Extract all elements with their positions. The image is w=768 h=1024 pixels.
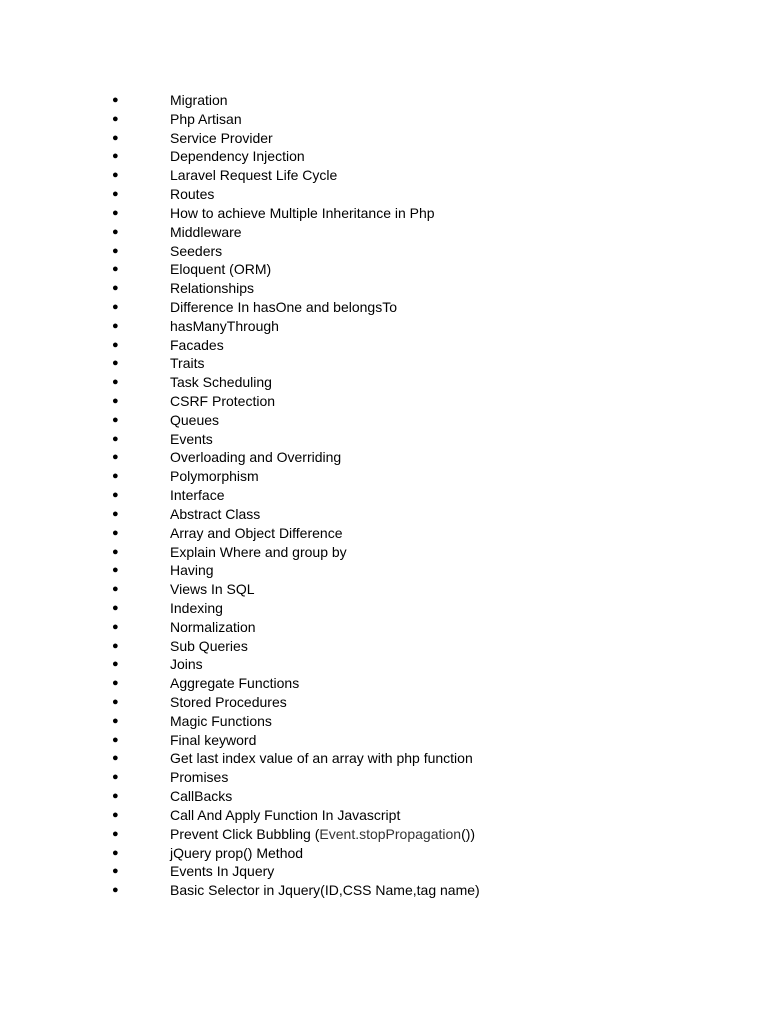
list-item bbox=[0, 242, 768, 261]
list-item-text bbox=[170, 166, 337, 185]
bullet-icon: ● bbox=[112, 357, 119, 370]
list-item bbox=[0, 336, 768, 355]
list-item-label: Events bbox=[170, 430, 213, 447]
bullet-icon: ● bbox=[112, 639, 119, 652]
list-item bbox=[0, 279, 768, 298]
list-item-label: Polymorphism bbox=[170, 468, 259, 485]
bullet-icon: ● bbox=[112, 865, 119, 878]
bullet-icon: ● bbox=[112, 583, 119, 596]
list-item-label: Eloquent (ORM) bbox=[170, 261, 272, 278]
list-item-text bbox=[170, 486, 224, 505]
bullet-icon: ● bbox=[112, 169, 119, 182]
bullet-icon: ● bbox=[112, 771, 119, 784]
list-item-text bbox=[170, 580, 255, 599]
bullet-icon: ● bbox=[112, 470, 119, 483]
list-item bbox=[0, 524, 768, 543]
bullet-icon: ● bbox=[112, 263, 119, 276]
bullet-icon: ● bbox=[112, 244, 119, 257]
list-item-label: Prevent Click Bubbling ( bbox=[170, 825, 320, 842]
list-item-label: Dependency Injection bbox=[170, 148, 305, 165]
list-item-text bbox=[170, 260, 271, 279]
list-item-text bbox=[170, 768, 228, 787]
list-item-text bbox=[170, 712, 272, 731]
list-item-text bbox=[170, 430, 213, 449]
list-item-label: Array and Object Difference bbox=[170, 524, 343, 541]
list-item bbox=[0, 448, 768, 467]
bullet-icon: ● bbox=[112, 677, 119, 690]
list-item-text bbox=[170, 693, 287, 712]
list-item-label: Indexing bbox=[170, 599, 223, 616]
list-item-label: Sub Queries bbox=[170, 637, 248, 654]
bullet-icon: ● bbox=[112, 620, 119, 633]
list-item-text bbox=[170, 543, 347, 562]
list-item-label: How to achieve Multiple Inheritance in Php bbox=[170, 204, 435, 221]
list-item-text bbox=[170, 354, 204, 373]
list-item-label: Abstract Class bbox=[170, 505, 261, 522]
list-item-label: Joins bbox=[170, 656, 203, 673]
list-item-label: Laravel Request Life Cycle bbox=[170, 167, 338, 184]
list-item bbox=[0, 862, 768, 881]
list-item bbox=[0, 166, 768, 185]
list-item-label: Explain Where and group by bbox=[170, 543, 347, 560]
list-item-label: Having bbox=[170, 562, 214, 579]
bullet-icon: ● bbox=[112, 225, 119, 238]
list-item bbox=[0, 825, 768, 844]
list-item-text bbox=[170, 655, 203, 674]
list-item-text bbox=[170, 129, 273, 148]
list-item-text bbox=[170, 561, 214, 580]
list-item bbox=[0, 110, 768, 129]
bullet-icon: ● bbox=[112, 714, 119, 727]
bullet-icon: ● bbox=[112, 526, 119, 539]
list-item bbox=[0, 655, 768, 674]
list-item-text bbox=[170, 806, 400, 825]
list-item bbox=[0, 392, 768, 411]
list-item-text bbox=[170, 392, 275, 411]
topic-bullet-list bbox=[0, 91, 768, 900]
list-item bbox=[0, 223, 768, 242]
bullet-icon: ● bbox=[112, 489, 119, 502]
bullet-icon: ● bbox=[112, 808, 119, 821]
bullet-icon: ● bbox=[112, 564, 119, 577]
list-item bbox=[0, 411, 768, 430]
bullet-icon: ● bbox=[112, 94, 119, 106]
list-item bbox=[0, 260, 768, 279]
list-item bbox=[0, 561, 768, 580]
list-item-text bbox=[170, 373, 272, 392]
bullet-icon: ● bbox=[112, 131, 119, 144]
list-item-label: Task Scheduling bbox=[170, 374, 272, 391]
list-item bbox=[0, 806, 768, 825]
bullet-icon: ● bbox=[112, 112, 119, 125]
list-item-text bbox=[170, 91, 228, 110]
list-item-text bbox=[170, 862, 274, 881]
list-item bbox=[0, 354, 768, 373]
list-item-label: Views In SQL bbox=[170, 581, 255, 598]
bullet-icon: ● bbox=[112, 300, 119, 313]
list-item-text bbox=[170, 279, 254, 298]
bullet-icon: ● bbox=[112, 507, 119, 520]
list-item bbox=[0, 844, 768, 863]
list-item-text bbox=[170, 674, 299, 693]
list-item-text bbox=[170, 204, 435, 223]
list-item-label: Interface bbox=[170, 487, 225, 504]
list-item-label: Traits bbox=[170, 355, 205, 372]
list-item-label: Stored Procedures bbox=[170, 694, 287, 710]
list-item bbox=[0, 505, 768, 524]
bullet-icon: ● bbox=[112, 827, 119, 840]
bullet-icon: ● bbox=[112, 395, 119, 407]
bullet-icon: ● bbox=[112, 733, 119, 746]
list-item-text bbox=[170, 749, 473, 768]
list-item-text bbox=[170, 411, 219, 430]
list-item-label: Basic Selector in Jquery(ID,CSS Name,tag name) bbox=[170, 882, 480, 899]
list-item-label: hasManyThrough bbox=[170, 317, 279, 334]
list-item bbox=[0, 637, 768, 656]
list-item bbox=[0, 580, 768, 599]
list-item-label: Events In Jquery bbox=[170, 863, 275, 880]
list-item bbox=[0, 185, 768, 204]
list-item bbox=[0, 881, 768, 900]
list-item-label: CallBacks bbox=[170, 788, 233, 805]
bullet-icon: ● bbox=[112, 601, 119, 614]
list-item bbox=[0, 543, 768, 562]
bullet-icon: ● bbox=[112, 451, 119, 464]
list-item bbox=[0, 674, 768, 693]
list-item-text bbox=[170, 825, 475, 844]
list-item-label: Php Artisan bbox=[170, 110, 242, 127]
list-item-text bbox=[170, 242, 222, 261]
bullet-icon: ● bbox=[112, 376, 119, 389]
list-item-text bbox=[170, 223, 242, 242]
list-item-label: Difference In hasOne and belongsTo bbox=[170, 298, 398, 315]
bullet-icon: ● bbox=[112, 752, 119, 765]
bullet-icon: ● bbox=[112, 790, 119, 803]
inline-code: Event.stopPropagation bbox=[319, 825, 462, 842]
bullet-icon: ● bbox=[112, 846, 119, 859]
list-item bbox=[0, 147, 768, 166]
bullet-icon: ● bbox=[112, 150, 119, 163]
bullet-icon: ● bbox=[112, 282, 119, 295]
list-item bbox=[0, 467, 768, 486]
list-item-label: Normalization bbox=[170, 618, 256, 635]
list-item-text bbox=[170, 637, 248, 656]
bullet-icon: ● bbox=[112, 432, 119, 445]
bullet-icon: ● bbox=[112, 696, 119, 708]
bullet-icon: ● bbox=[112, 338, 119, 351]
list-item-text bbox=[170, 599, 223, 618]
bullet-icon: ● bbox=[112, 188, 119, 201]
list-item-text bbox=[170, 336, 224, 355]
bullet-icon: ● bbox=[112, 658, 119, 671]
list-item bbox=[0, 317, 768, 336]
list-item-label: jQuery prop() Method bbox=[170, 844, 304, 861]
list-item-text bbox=[170, 317, 279, 336]
list-item-label: Queues bbox=[170, 411, 220, 428]
list-item-label: Final keyword bbox=[170, 731, 257, 748]
list-item bbox=[0, 787, 768, 806]
list-item-text bbox=[170, 185, 214, 204]
list-item-label: Routes bbox=[170, 186, 215, 203]
list-item-label: Migration bbox=[170, 92, 228, 108]
list-item bbox=[0, 91, 768, 110]
list-item-text bbox=[170, 147, 305, 166]
list-item-text bbox=[170, 844, 303, 863]
list-item-label: Call And Apply Function In Javascript bbox=[170, 806, 401, 823]
list-item-label: Aggregate Functions bbox=[170, 675, 300, 692]
list-item bbox=[0, 731, 768, 750]
list-item bbox=[0, 204, 768, 223]
list-item bbox=[0, 129, 768, 148]
list-item-label: Facades bbox=[170, 336, 224, 353]
list-item-text bbox=[170, 110, 242, 129]
list-item-label: Seeders bbox=[170, 242, 223, 259]
list-item bbox=[0, 373, 768, 392]
list-item bbox=[0, 430, 768, 449]
list-item-label: Magic Functions bbox=[170, 712, 272, 729]
list-item-label: Promises bbox=[170, 769, 229, 786]
list-item bbox=[0, 298, 768, 317]
list-item-text bbox=[170, 731, 256, 750]
list-item-text bbox=[170, 881, 480, 900]
list-item-label: Middleware bbox=[170, 223, 242, 240]
list-item-text bbox=[170, 787, 232, 806]
list-item bbox=[0, 768, 768, 787]
list-item-text bbox=[170, 467, 259, 486]
list-item-label: Relationships bbox=[170, 280, 255, 297]
list-item-text bbox=[170, 448, 341, 467]
list-item bbox=[0, 486, 768, 505]
list-item-text bbox=[170, 618, 256, 637]
list-item-text bbox=[170, 298, 397, 317]
bullet-icon: ● bbox=[112, 545, 119, 558]
list-item bbox=[0, 712, 768, 731]
list-item bbox=[0, 618, 768, 637]
list-item-label: Overloading and Overriding bbox=[170, 449, 342, 466]
list-item bbox=[0, 693, 768, 712]
list-item bbox=[0, 599, 768, 618]
list-item-label: CSRF Protection bbox=[170, 393, 276, 409]
list-item-suffix: ()) bbox=[461, 825, 476, 842]
list-item-label: Get last index value of an array with php function bbox=[170, 750, 473, 767]
bullet-icon: ● bbox=[112, 206, 119, 219]
bullet-icon: ● bbox=[112, 319, 119, 332]
bullet-icon: ● bbox=[112, 884, 119, 897]
list-item-text bbox=[170, 505, 260, 524]
list-item-label: Service Provider bbox=[170, 129, 273, 146]
list-item bbox=[0, 749, 768, 768]
bullet-icon: ● bbox=[112, 413, 119, 426]
list-item-text bbox=[170, 524, 343, 543]
